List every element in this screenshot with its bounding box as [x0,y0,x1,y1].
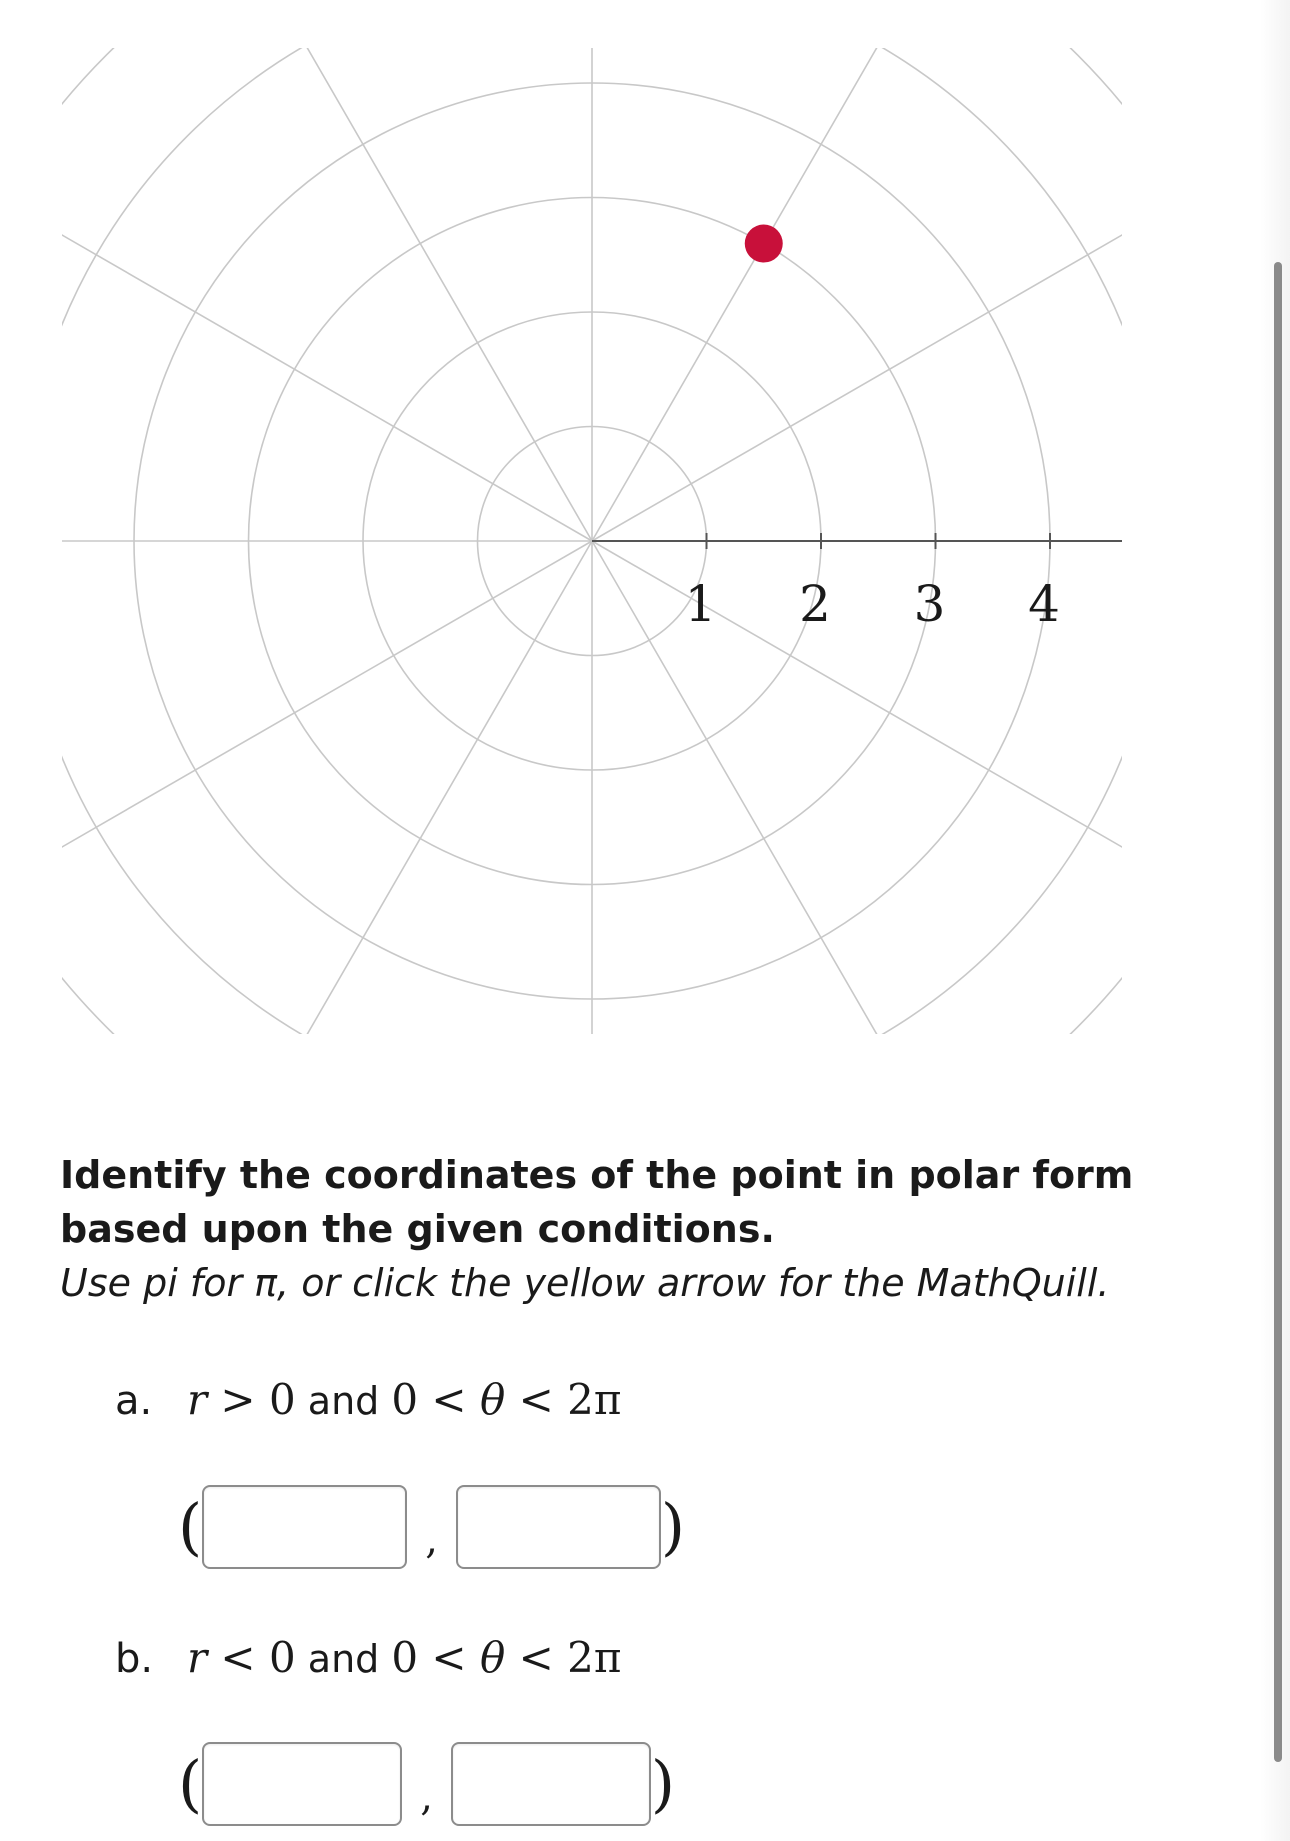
part-a-theta-symbol: θ [479,1375,506,1424]
part-a-answer-row [178,1485,685,1569]
part-b-theta-upper: < 2π [505,1633,622,1682]
part-a-conditions [115,1375,622,1424]
tick-label-3: 3 [913,575,946,633]
part-a-and-label: and [295,1379,392,1423]
part-a-theta-upper: < 2π [505,1375,622,1424]
part-b-answer-row [178,1742,675,1826]
part-b-r-relation: < 0 [207,1633,296,1682]
part-a-r-relation: > 0 [207,1375,296,1424]
part-b-close-paren: ) [650,1747,676,1820]
part-a-letter: a. [115,1378,153,1424]
plotted-point [745,225,783,263]
page-scrollbar-track[interactable] [1260,0,1290,1841]
part-a-r-input[interactable] [202,1485,407,1569]
part-b-open-paren: ( [178,1747,203,1820]
part-b-letter: b. [115,1636,154,1682]
part-a-comma: , [425,1517,438,1563]
tick-label-1: 1 [684,575,717,633]
instructions [60,1148,1220,1310]
part-a-condition-math [187,1375,622,1424]
part-b-and-label: and [295,1637,392,1681]
part-b-condition-math [187,1633,622,1682]
grid-ray-150 [0,141,592,541]
part-a-close-paren: ) [660,1490,686,1563]
page-scrollbar-thumb[interactable] [1274,262,1282,1762]
tick-label-2: 2 [799,575,831,633]
part-a-open-paren: ( [178,1490,203,1563]
part-a-theta-input[interactable] [456,1485,661,1569]
tick-label-4: 4 [1028,575,1060,633]
part-b-theta-lower: 0 < [391,1633,480,1682]
part-a-theta-lower: 0 < [391,1375,480,1424]
part-b-r-input[interactable] [202,1742,402,1826]
grid-ray-210 [0,541,592,941]
part-b-theta-input[interactable] [451,1742,651,1826]
part-a-r-symbol: r [187,1375,208,1424]
instructions-main: Identify the coordinates of the point in polar form based upon the given conditions. [60,1153,1134,1251]
part-b-comma: , [420,1774,433,1820]
part-b-r-symbol: r [187,1633,208,1682]
part-b-conditions [115,1633,622,1682]
instructions-hint: Use pi for π, or click the yellow arrow for the MathQuill. [60,1261,1110,1305]
part-b-theta-symbol: θ [479,1633,506,1682]
grid-ray-240 [192,541,592,1060]
